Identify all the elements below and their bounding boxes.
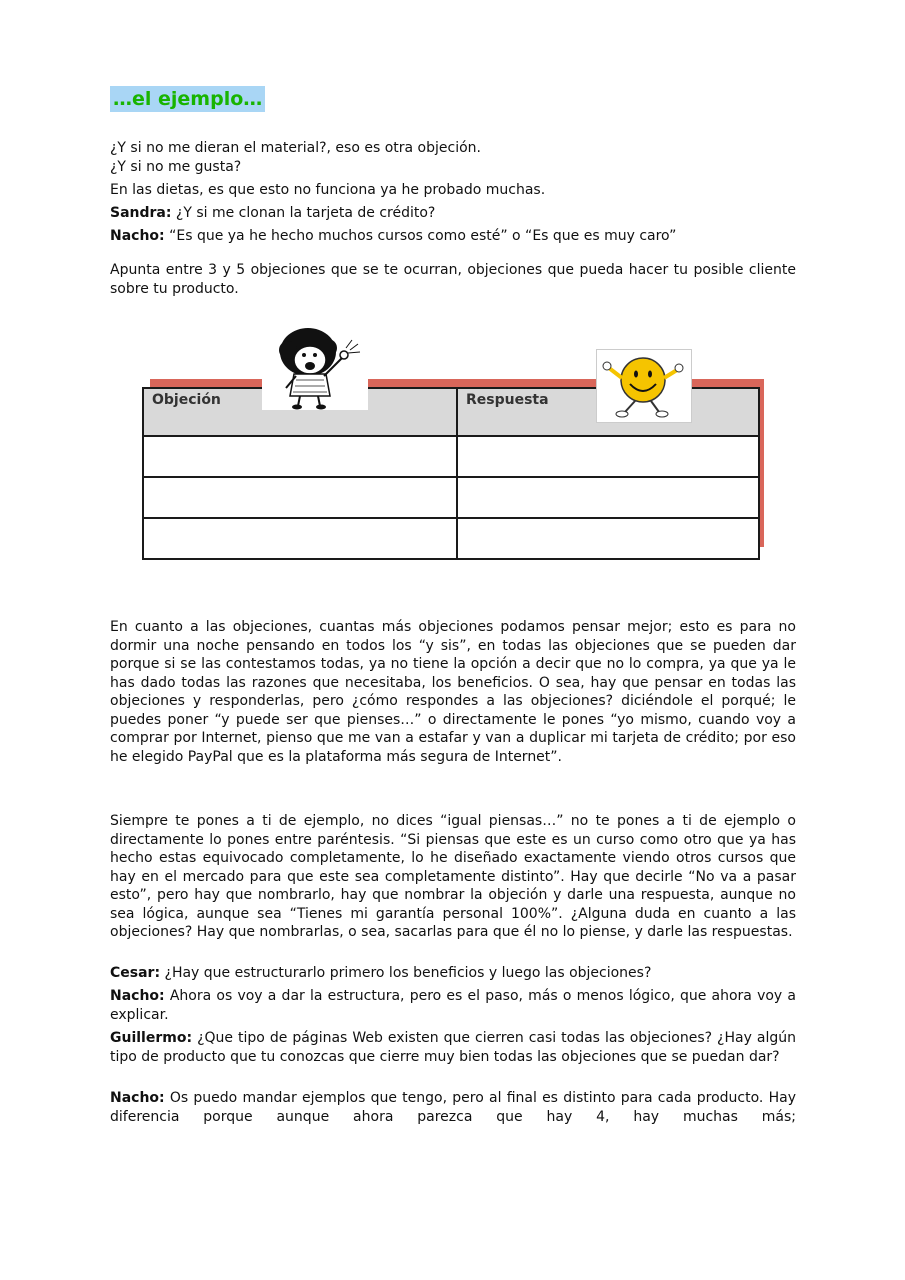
table-cell [143, 518, 457, 559]
speaker-name: Nacho: [110, 228, 165, 244]
header-objecion: Objeción [143, 388, 457, 436]
body-paragraph: En cuanto a las objeciones, cuantas más objeciones podamos pensar mejor; esto es para no dormir una noche pensando en todos los “y sis”, en todas las objeciones que se pueden dar porque si se las contestamos todas, ya no tiene la opción a decir que no lo compra, ya que ya le has dado todas las razones que necesitaba, los beneficios. O sea, hay que pensar en todas las objeciones y responderlas, pero ¿cómo respondes a las objeciones? diciéndole el porqué; le puedes poner “y puede ser que pienses…” o directamente le pones “yo mismo, cuando voy a comprar por Internet, pienso que me van a estafar y van a duplicar mi tarjeta de crédito; por eso he elegido PayPal que es la plataforma más segura de Internet”. [110, 619, 796, 765]
table-cell [457, 518, 759, 559]
speaker-name: Nacho: [110, 1090, 165, 1106]
dialogue-text: ¿Y si me clonan la tarjeta de crédito? [171, 205, 436, 221]
text-line: ¿Y si no me dieran el material?, eso es otra objeción. [110, 140, 481, 156]
dialogue-line [110, 987, 796, 1024]
dialogue-line [110, 204, 796, 223]
dialogue-text: Ahora os voy a dar la estructura, pero es el paso, más o menos lógico, que ahora voy a explicar. [110, 988, 796, 1023]
table-row [143, 436, 759, 477]
speaker-name: Sandra: [110, 205, 172, 221]
text-line: ¿Y si no me gusta? [110, 159, 242, 175]
section-title: …el ejemplo… [110, 86, 265, 112]
dialogue-line [110, 227, 796, 246]
speaker-name: Nacho: [110, 988, 165, 1004]
instruction-paragraph: Apunta entre 3 y 5 objeciones que se te ocurran, objeciones que pueda hacer tu posible cliente sobre tu producto. [110, 262, 796, 297]
dialogue-text: “Es que ya he hecho muchos cursos como esté” o “Es que es muy caro” [164, 228, 677, 244]
table-cell [457, 477, 759, 518]
body-paragraph: Siempre te pones a ti de ejemplo, no dices “igual piensas…” no te pones a ti de ejemplo o directamente lo pones entre paréntesis. “Si piensas que este es un curso como otro que ya has hecho estas equivocado completamente, lo he diseñado exactamente viendo otros cursos que hay en el mercado para que este sea completamente distinto”. Hay que decirle “No va a pasar esto”, pero hay que nombrarlo, hay que nombrar la objeción y darle una respuesta, aunque no sea lógica, aunque sea “Tienes mi garantía personal 100%”. ¿Alguna duda en cuanto a las objeciones? Hay que nombrarlas, o sea, sacarlas para que él no lo piense, y darle las respuestas. [110, 813, 796, 940]
table-row [143, 477, 759, 518]
table-cell [143, 477, 457, 518]
table-cell [143, 436, 457, 477]
smiley-cartoon-icon [596, 349, 692, 423]
dialogue-text: Os puedo mandar ejemplos que tengo, pero al final es distinto para cada producto. Hay diferencia porque aunque ahora parezca que hay 4, hay muchas más; [110, 1090, 796, 1125]
speaker-name: Guillermo: [110, 1030, 193, 1046]
dialogue-text: ¿Que tipo de páginas Web existen que cierren casi todas las objeciones? ¿Hay algún tipo de producto que tu conozcas que cierre muy bien todas las objeciones que se puedan dar? [110, 1030, 796, 1065]
dialogue-line [110, 964, 796, 983]
header-respuesta: Respuesta [457, 388, 759, 436]
speaker-name: Cesar: [110, 965, 161, 981]
table-cell [457, 436, 759, 477]
dialogue-line [110, 1029, 796, 1066]
dialogue-line [110, 1089, 796, 1126]
text-line: En las dietas, es que esto no funciona ya he probado muchas. [110, 182, 546, 198]
table-row [143, 518, 759, 559]
dialogue-text: ¿Hay que estructurarlo primero los beneficios y luego las objeciones? [160, 965, 652, 981]
mafalda-cartoon-icon [262, 322, 368, 410]
